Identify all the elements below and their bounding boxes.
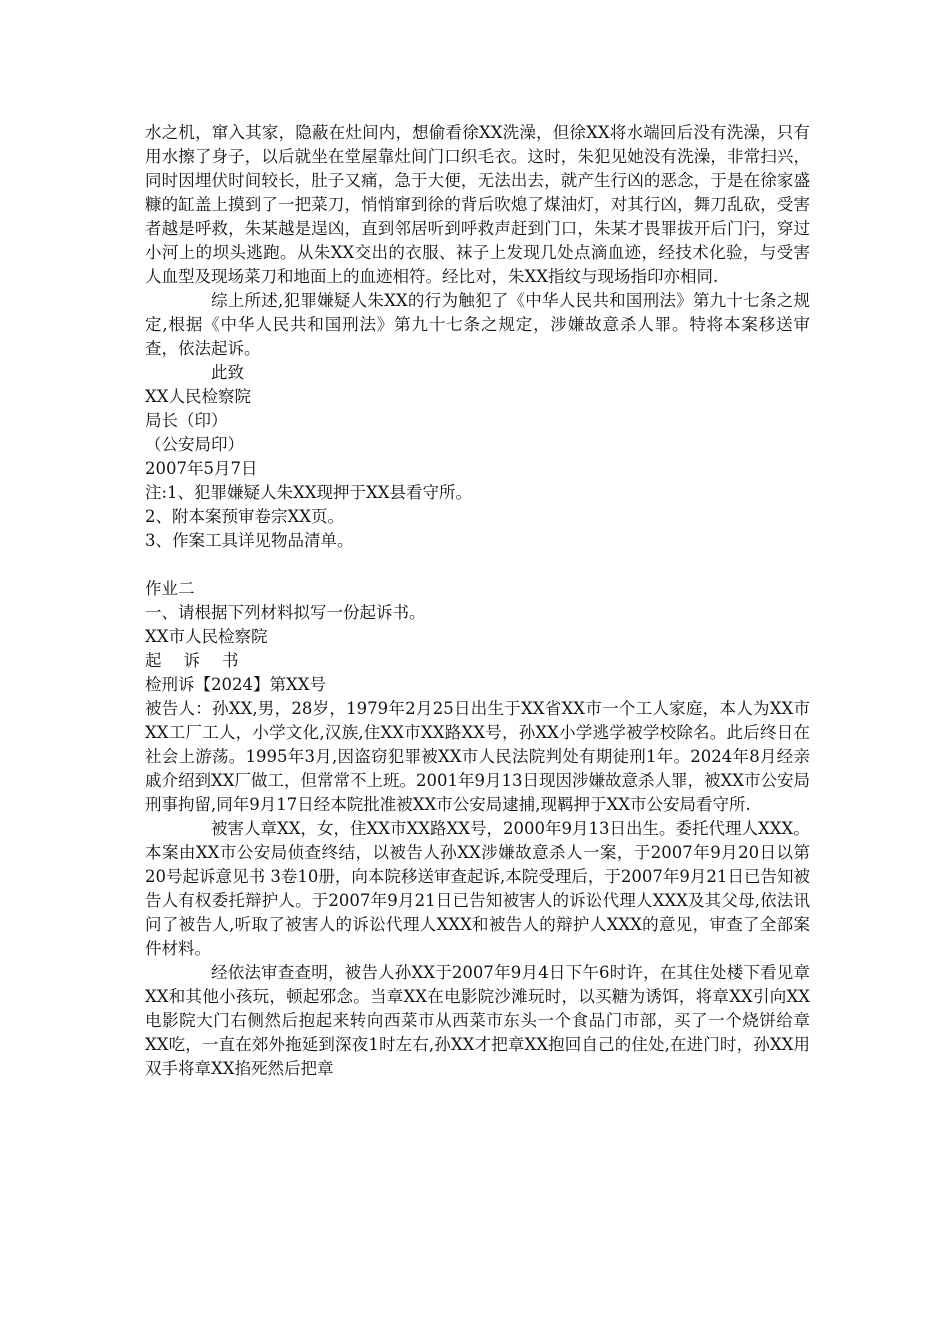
- note-item: 2、附本案预审卷宗XX页。: [145, 507, 344, 526]
- defendant-paragraph: 被告人：孙XX,男，28岁，1979年2月25日出生于XX省XX市一个工人家庭，本人为XX市XX工厂工人，小学文化,汉族,住XX市XX路XX号，孙XX小学逃学被学校除名。此后终日在社会上游荡。1995年3月,因盗窃犯罪被XX市人民法院判处有期徒刑1年。2024年8月经亲戚介绍到XX厂做工，但常常不上班。2001年9月13日现因涉嫌故意杀人罪，被XX市公安局刑事拘留,同年9月17日经本院批准被XX市公安局逮捕,现羁押于XX市公安局看守所.: [145, 699, 810, 814]
- note-item: 注:1、犯罪嫌疑人朱XX现押于XX县看守所。: [145, 483, 473, 502]
- procuratorate-name: XX市人民检察院: [145, 627, 268, 646]
- fact-paragraph: 水之机，窜入其家，隐蔽在灶间内，想偷看徐XX洗澡，但徐XX将水端回后没有洗澡，只有用水擦了身子，以后就坐在堂屋靠灶间门口织毛衣。这时，朱犯见她没有洗澡，非常扫兴，同时因埋伏时间较长，肚子又痛，急于大便，无法出去，就产生行凶的恶念，于是在徐家盛糠的缸盖上摸到了一把菜刀，悄悄窜到徐的背后吹熄了煤油灯，对其行凶，舞刀乱砍，受害者越是呼救，朱某越是逞凶，直到邻居听到呼救声赶到门口，朱某才畏罪拔开后门闩，穿过小河上的坝头逃跑。从朱XX交出的衣服、袜子上发现几处点滴血迹，经技术化验，与受害人血型及现场菜刀和地面上的血迹相符。经比对，朱XX指纹与现场指印亦相同.: [145, 123, 810, 286]
- facts-paragraph: 经依法审查查明，被告人孙XX于2007年9月4日下午6时许，在其住处楼下看见章XX和其他小孩玩，顿起邪念。当章XX在电影院沙滩玩时，以买糖为诱饵，将章XX引向XX电影院大门右侧然后抱起来转向西菜市从西菜市东头一个食品门市部，买了一个烧饼给章XX吃，一直在郊外拖延到深夜1时左右,孙XX才把章XX抱回自己的住处,在进门时，孙XX用双手将章XX掐死然后把章: [145, 963, 810, 1078]
- document-date: 2007年5月7日: [145, 459, 258, 478]
- assignment-task: 一、请根据下列材料拟写一份起诉书。: [145, 603, 426, 622]
- recipient: XX人民检察院: [145, 387, 251, 406]
- signature: 局长（印）: [145, 411, 228, 430]
- conclusion-paragraph: 综上所述,犯罪嫌疑人朱XX的行为触犯了《中华人民共和国刑法》第九十七条之规定,根据《中华人民共和国刑法》第九十七条之规定，涉嫌故意杀人罪。特将本案移送审查，依法起诉。: [145, 291, 810, 358]
- document-number: 检刑诉【2024】第XX号: [145, 675, 326, 694]
- document-page: [145, 121, 810, 1081]
- document-title: 起 诉 书: [145, 651, 239, 670]
- section-gap: [145, 553, 810, 577]
- procedure-paragraph: 本案由XX市公安局侦查终结，以被告人孙XX涉嫌故意杀人一案，于2007年9月20日以第20号起诉意见书 3卷10册，向本院移送审查起诉,本院受理后，于2007年9月21日已告知被告人有权委托辩护人。于2007年9月21日已告知被害人的诉讼代理人XXX及其父母,依法讯问了被告人,听取了被害人的诉讼代理人XXX和被告人的辩护人XXX的意见，审查了全部案件材料。: [145, 843, 810, 958]
- note-item: 3、作案工具详见物品清单。: [145, 531, 354, 550]
- victim-paragraph: 被害人章XX，女，住XX市XX路XX号，2000年9月13日出生。委托代理人XXX。: [211, 819, 810, 838]
- salutation: 此致: [211, 363, 244, 382]
- assignment-heading: 作业二: [145, 579, 195, 598]
- seal-note: （公安局印）: [145, 435, 244, 454]
